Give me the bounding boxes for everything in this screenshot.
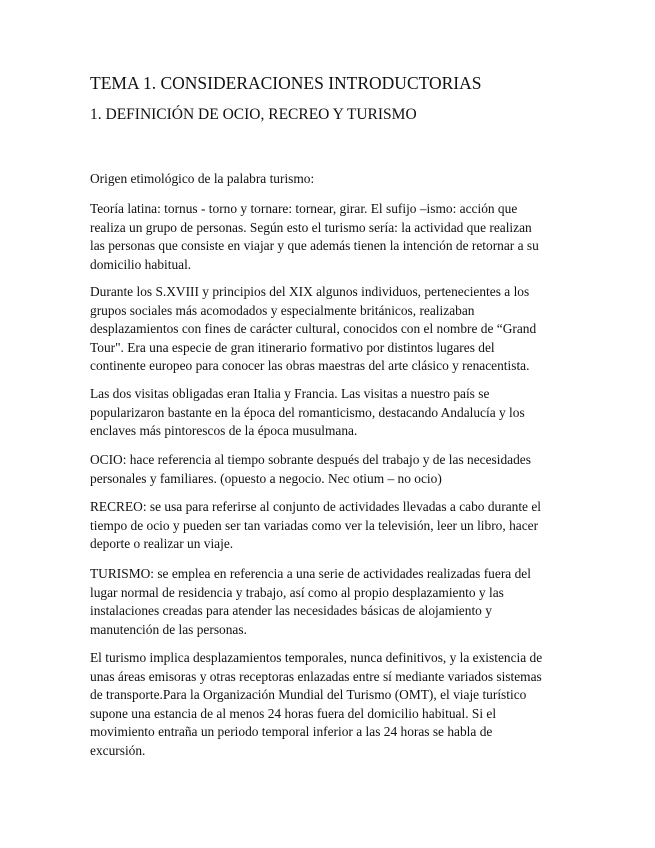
- paragraph-line: desplazamientos con fines de carácter cultural, conocidos con el nombre de “Grand: [90, 321, 537, 337]
- paragraph-line: excursión.: [90, 742, 146, 758]
- paragraph-line: manutención de las personas.: [90, 621, 247, 637]
- paragraph-line: Tour". Era una especie de gran itinerario formativo por distintos lugares del: [90, 339, 495, 355]
- paragraph-grand-tour: [90, 283, 570, 376]
- paragraph-line: continente europeo para conocer las obras maestras del arte clásico y renacentista.: [90, 358, 530, 374]
- paragraph-line: de transporte.Para la Organización Mundial del Turismo (OMT), el viaje turístico: [90, 687, 527, 703]
- paragraph-line: movimiento entraña un periodo temporal inferior a las 24 horas se habla de: [90, 724, 493, 740]
- paragraph-latin-theory: [90, 200, 570, 274]
- paragraph-recreo: [90, 498, 570, 554]
- paragraph-line: realiza un grupo de personas. Según esto el turismo sería: la actividad que realizan: [90, 219, 532, 235]
- paragraph-line: instalaciones creadas para atender las necesidades básicas de alojamiento y: [90, 603, 492, 619]
- paragraph-line: supone una estancia de al menos 24 horas fuera del domicilio habitual. Si el: [90, 705, 497, 721]
- paragraph-line: OCIO: hace referencia al tiempo sobrante después del trabajo y de las necesidades: [90, 452, 531, 467]
- paragraph-line: Origen etimológico de la palabra turismo:: [90, 171, 315, 186]
- paragraph-omt: [90, 649, 570, 761]
- paragraph-line: las personas que consiste en viajar y que además tienen la intención de retornar a su: [90, 238, 539, 254]
- paragraph-line: unas áreas emisoras y otras receptoras enlazadas entre sí mediante variados sistemas: [90, 668, 542, 684]
- paragraph-line: Durante los S.XVIII y principios del XIX algunos individuos, pertenecientes a los: [90, 284, 530, 299]
- paragraph-ocio: [90, 451, 570, 488]
- paragraph-line: lugar normal de residencia y trabajo, así como al propio desplazamiento y las: [90, 584, 504, 600]
- paragraph-line: El turismo implica desplazamientos temporales, nunca definitivos, y la existencia de: [90, 650, 543, 665]
- section-heading: 1. DEFINICIÓN DE OCIO, RECREO Y TURISMO: [90, 106, 417, 123]
- paragraph-line: grupos sociales más acomodados y especialmente británicos, realizaban: [90, 302, 475, 318]
- paragraph-origin: [90, 170, 570, 189]
- page-title: TEMA 1. CONSIDERACIONES INTRODUCTORIAS: [90, 73, 482, 93]
- paragraph-line: domicilio habitual.: [90, 256, 192, 272]
- paragraph-line: deporte o realizar un viaje.: [90, 536, 234, 552]
- paragraph-line: popularizaron bastante en la época del romanticismo, destacando Andalucía y los: [90, 404, 525, 420]
- paragraph-line: Las dos visitas obligadas eran Italia y Francia. Las visitas a nuestro país se: [90, 386, 490, 401]
- paragraph-visits: [90, 385, 570, 441]
- paragraph-line: TURISMO: se emplea en referencia a una serie de actividades realizadas fuera del: [90, 566, 531, 581]
- paragraph-line: personales y familiares. (opuesto a negocio. Nec otium – no ocio): [90, 470, 442, 486]
- paragraph-line: RECREO: se usa para referirse al conjunto de actividades llevadas a cabo durante el: [90, 499, 542, 514]
- paragraph-turismo: [90, 565, 570, 639]
- paragraph-line: enclaves más pintorescos de la época musulmana.: [90, 423, 358, 439]
- paragraph-line: Teoría latina: tornus - torno y tornare: tornear, girar. El sufijo –ismo: acción que: [90, 201, 518, 216]
- paragraph-line: tiempo de ocio y pueden ser tan variadas como ver la televisión, leer un libro, hacer: [90, 517, 539, 533]
